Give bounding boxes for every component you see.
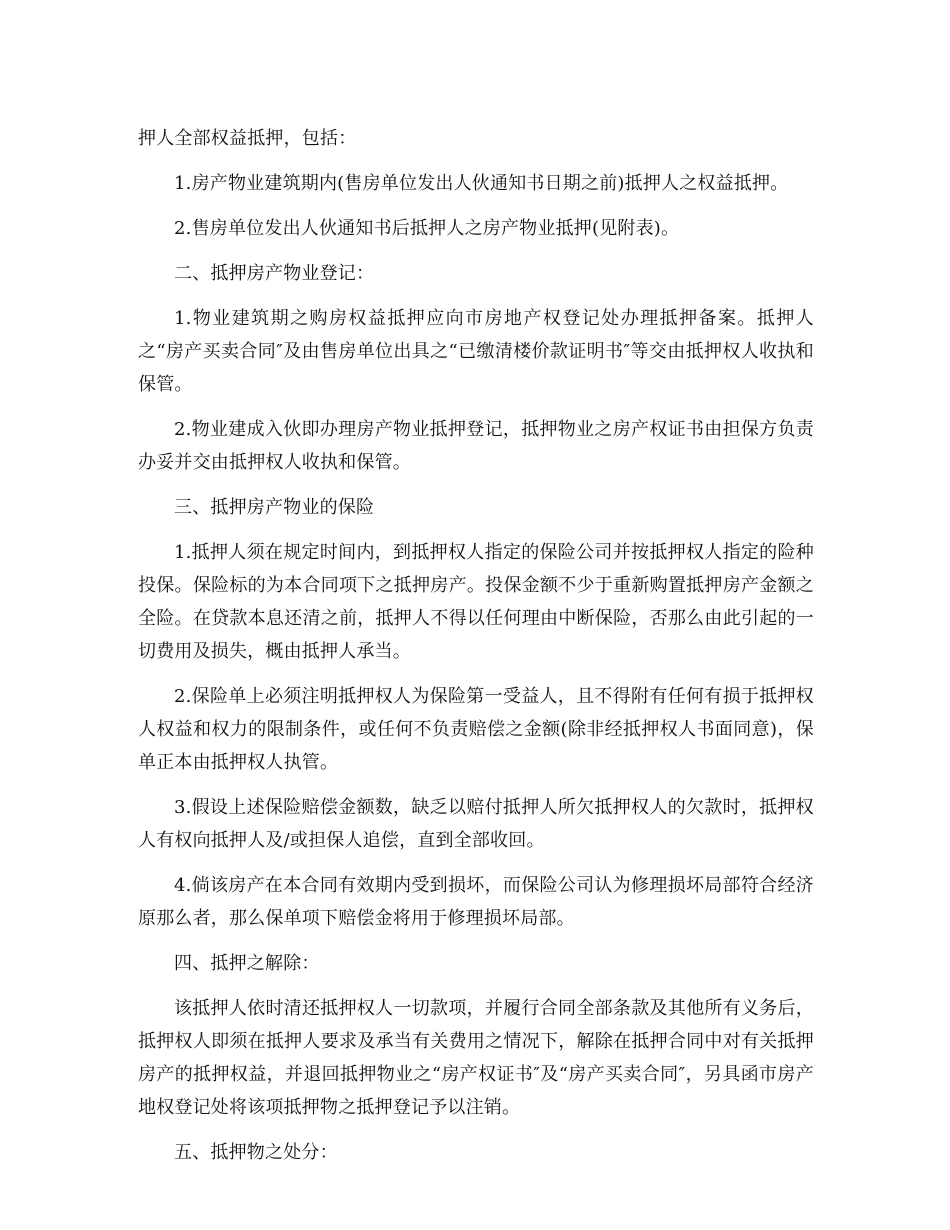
paragraph-item-3-3: 3.假设上述保险赔偿金额数，缺乏以赔付抵押人所欠抵押权人的欠款时，抵押权人有权向抵押人及/或担保人追偿，直到全部收回。 [138, 797, 814, 851]
paragraph-item-1-2: 2.售房单位发出人伙通知书后抵押人之房产物业抵押(见附表)。 [174, 218, 680, 239]
paragraph-continuation: 押人全部权益抵押，包括： [138, 128, 357, 149]
paragraph-item-3-1: 1.抵押人须在规定时间内，到抵押权人指定的保险公司并按抵押权人指定的险种投保。保险标的为本合同项下之抵押房产。投保金额不少于重新购置抵押房产金额之全险。在贷款本息还清之前，抵押人不得以任何理由中断保险，否那么由此引起的一切费用及损失，概由抵押人承当。 [138, 542, 814, 662]
paragraph-item-3-4: 4.倘该房产在本合同有效期内受到损坏，而保险公司认为修理损坏局部符合经济原那么者，那么保单项下赔偿金将用于修理损坏局部。 [138, 875, 814, 929]
document-page [138, 122, 814, 1181]
section-heading-2: 二、抵押房产物业登记： [174, 263, 375, 284]
paragraph-item-2-2: 2.物业建成入伙即办理房产物业抵押登记，抵押物业之房产权证书由担保方负责办妥并交由抵押权人收执和保管。 [138, 419, 814, 473]
paragraph-item-3-2: 2.保险单上必须注明抵押权人为保险第一受益人，且不得附有任何有损于抵押权人权益和权力的限制条件，或任何不负责赔偿之金额(除非经抵押权人书面同意)，保单正本由抵押权人执管。 [138, 686, 814, 773]
section-heading-5: 五、抵押物之处分： [174, 1142, 338, 1163]
paragraph-item-1-1: 1.房产物业建筑期内(售房单位发出人伙通知书日期之前)抵押人之权益抵押。 [174, 173, 789, 194]
section-heading-4: 四、抵押之解除： [174, 953, 320, 974]
paragraph-item-2-1: 1.物业建筑期之购房权益抵押应向市房地产权登记处办理抵押备案。抵押人之“房产买卖合同″及由售房单位出具之“已缴清楼价款证明书″等交由抵押权人收执和保管。 [138, 308, 814, 395]
section-heading-3: 三、抵押房产物业的保险 [174, 497, 375, 518]
paragraph-section-4-body: 该抵押人依时清还抵押权人一切款项，并履行合同全部条款及其他所有义务后，抵押权人即须在抵押人要求及承当有关费用之情况下，解除在抵押合同中对有关抵押房产的抵押权益，并退回抵押物业之“房产权证书″及“房产买卖合同″，另具函市房产地权登记处将该项抵押物之抵押登记予以注销。 [138, 998, 814, 1118]
